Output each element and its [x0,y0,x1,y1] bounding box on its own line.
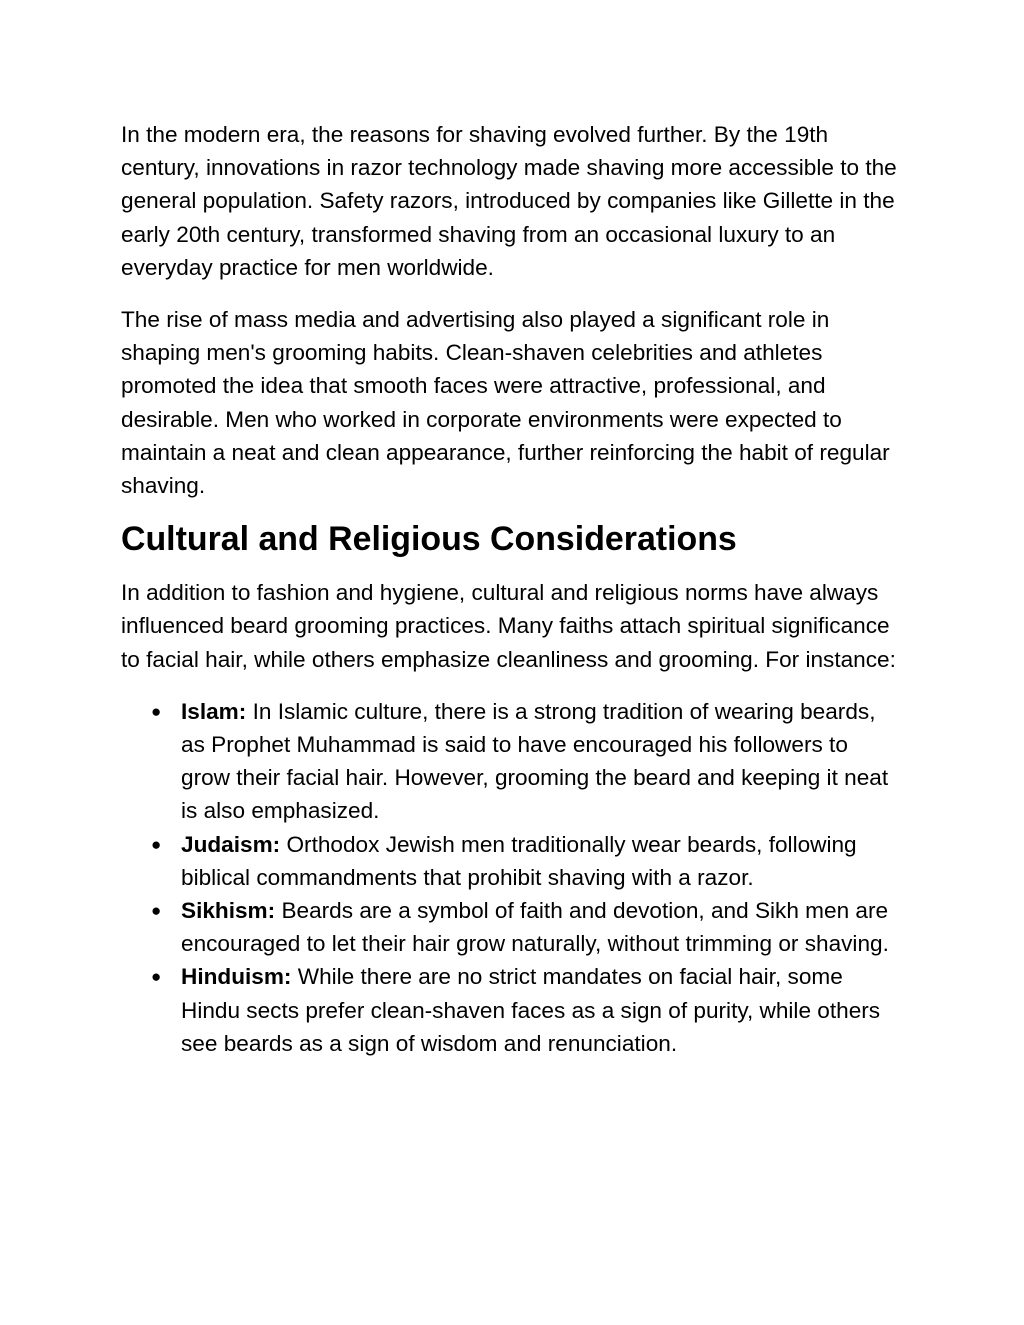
list-item-term: Sikhism: [181,898,276,924]
bullet-icon: ● [151,701,162,721]
document-page [121,118,901,1060]
list-item-term: Islam: [181,698,247,724]
bullet-icon: ● [151,834,162,854]
list-item-term: Hinduism: [181,964,292,990]
list-item-text: While there are no strict mandates on facial hair, some Hindu sects prefer clean-shaven faces as a sign of purity, while others see beards as a sign of wisdom and renunciation. [181,964,881,1056]
list-item-islam [121,695,901,828]
section-intro: In addition to fashion and hygiene, cultural and religious norms have always influenced beard grooming practices. Many faiths attach spiritual significance to facial hair, while others emphasize cleanliness and grooming. For instance: [121,580,896,672]
paragraph-mass-media: The rise of mass media and advertising also played a significant role in shaping men's grooming habits. Clean-shaven celebrities and athletes promoted the idea that smooth faces were attractive, professional, and desirable. Men who worked in corporate environments were expected to maintain a neat and clean appearance, further reinforcing the habit of regular shaving. [121,307,890,499]
paragraph-modern-era: In the modern era, the reasons for shaving evolved further. By the 19th century, innovations in razor technology made shaving more accessible to the general population. Safety razors, introduced by companies like Gillette in the early 20th century, transformed shaving from an occasional luxury to an everyday practice for men worldwide. [121,122,897,280]
religion-list [121,695,901,1060]
list-item-text: Beards are a symbol of faith and devotion, and Sikh men are encouraged to let their hair grow naturally, without trimming or shaving. [181,898,889,957]
bullet-icon: ● [151,901,162,921]
section-heading: Cultural and Religious Considerations [121,520,737,559]
list-item-sikhism [121,894,901,960]
bullet-icon: ● [151,967,162,987]
list-item-judaism [121,828,901,894]
list-item-term: Judaism: [181,831,281,857]
list-item-hinduism [121,960,901,1060]
list-item-text: In Islamic culture, there is a strong tradition of wearing beards, as Prophet Muhammad is said to have encouraged his followers to grow their facial hair. However, grooming the beard and keeping it neat is also emphasized. [181,698,889,824]
list-item-text: Orthodox Jewish men traditionally wear beards, following biblical commandments that prohibit shaving with a razor. [181,831,857,890]
